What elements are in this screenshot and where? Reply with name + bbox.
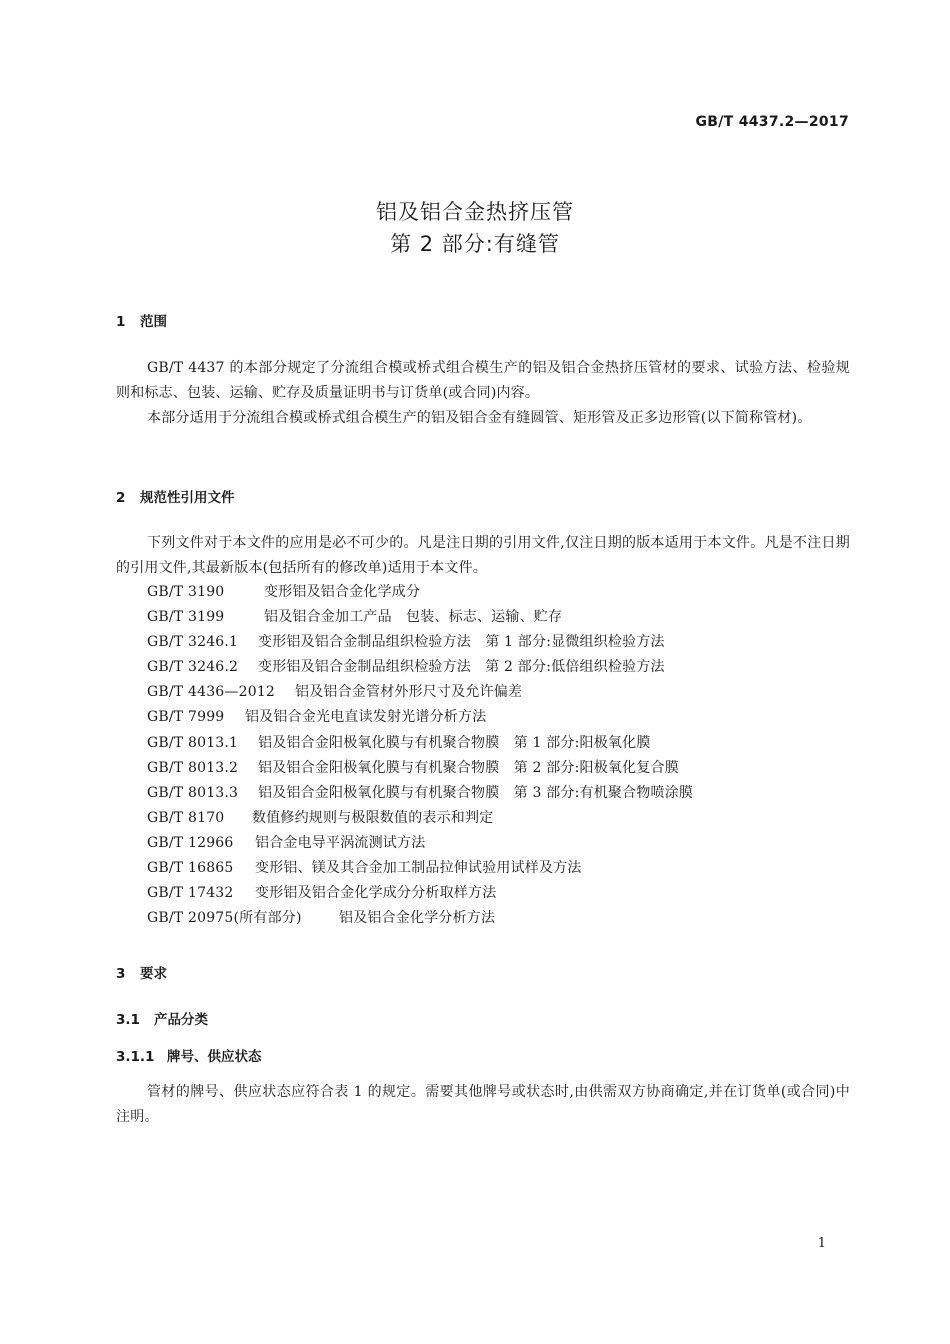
paragraph: 下列文件对于本文件的应用是必不可少的。凡是注日期的引用文件,仅注日期的版本适用于本文件。凡是不注日期的引用文件,其最新版本(包括所有的修改单)适用于本文件。 [116,535,850,576]
reference-title: 铝及铝合金阳极氧化膜与有机聚合物膜 第 2 部分:阳极氧化复合膜 [258,759,679,776]
document-subtitle: 第 2 部分:有缝管 [390,232,560,256]
reference-item [147,856,693,881]
reference-title: 铝及铝合金管材外形尺寸及允许偏差 [295,684,523,701]
reference-item [147,781,693,806]
reference-title: 变形铝及铝合金化学成分分析取样方法 [255,885,497,902]
section-title: 要求 [140,966,167,982]
subsection-number: 3.1.1 [116,1049,155,1065]
paragraph: GB/T 4437 的本部分规定了分流组合模或桥式组合模生产的铝及铝合金热挤压管材的要求、试验方法、检验规则和标志、包装、运输、贮存及质量证明书与订货单(或合同)内容。 [116,360,850,401]
reference-item [147,680,693,705]
reference-title: 铝及铝合金化学分析方法 [339,910,496,927]
reference-code: GB/T 3246.2 [147,659,239,676]
subsection-3-1-heading [116,1008,208,1028]
reference-list [147,580,693,931]
reference-code: GB/T 3246.1 [147,634,239,651]
page-number: 1 [817,1236,826,1251]
section-2-heading [116,486,235,506]
subsection-number: 3.1 [116,1012,140,1028]
section-3-heading [116,962,167,982]
reference-item [147,831,693,856]
reference-item [147,605,693,630]
reference-code: GB/T 20975(所有部分) [147,910,302,927]
reference-item [147,630,693,655]
reference-title: 铝及铝合金阳极氧化膜与有机聚合物膜 第 3 部分:有机聚合物喷涂膜 [258,784,694,801]
section-title: 规范性引用文件 [140,490,235,506]
reference-item [147,580,693,605]
subsection-title: 牌号、供应状态 [167,1049,262,1065]
reference-title: 铝及铝合金光电直读发射光谱分析方法 [245,709,487,726]
reference-item [147,756,693,781]
reference-item [147,881,693,906]
reference-item [147,705,693,730]
section-title: 范围 [140,314,167,330]
reference-code: GB/T 3199 [147,609,225,626]
reference-title: 变形铝、镁及其合金加工制品拉伸试验用试样及方法 [255,860,582,877]
reference-item [147,731,693,756]
paragraph: 管材的牌号、供应状态应符合表 1 的规定。需要其他牌号或状态时,由供需双方协商确定,并在订货单(或合同)中注明。 [116,1084,850,1125]
section-number: 2 [116,490,126,506]
reference-item [147,655,693,680]
reference-code: GB/T 4436—2012 [147,684,276,701]
reference-code: GB/T 16865 [147,860,234,877]
reference-code: GB/T 8170 [147,809,225,826]
standard-code: GB/T 4437.2—2017 [695,114,849,130]
paragraph: 本部分适用于分流组合模或桥式组合模生产的铝及铝合金有缝圆管、矩形管及正多边形管(以下简称管材)。 [147,410,812,426]
reference-item [147,906,693,931]
reference-title: 数值修约规则与极限数值的表示和判定 [252,809,494,826]
document-title: 铝及铝合金热挤压管 [376,200,574,224]
section-number: 3 [116,966,126,982]
section-number: 1 [116,314,126,330]
reference-title: 铝及铝合金阳极氧化膜与有机聚合物膜 第 1 部分:阳极氧化膜 [258,734,651,751]
reference-code: GB/T 8013.1 [147,734,239,751]
subsection-title: 产品分类 [154,1012,208,1028]
reference-code: GB/T 8013.2 [147,759,239,776]
reference-code: GB/T 12966 [147,834,234,851]
section-1-heading [116,310,167,330]
reference-code: GB/T 8013.3 [147,784,239,801]
reference-code: GB/T 17432 [147,885,234,902]
reference-title: 铝合金电导平涡流测试方法 [255,834,426,851]
reference-title: 铝及铝合金加工产品 包装、标志、运输、贮存 [264,609,563,626]
reference-code: GB/T 3190 [147,584,225,600]
reference-title: 变形铝及铝合金制品组织检验方法 第 1 部分:显微组织检验方法 [258,634,665,651]
reference-title: 变形铝及铝合金化学成分 [264,584,421,600]
subsection-3-1-1-heading [116,1045,262,1065]
reference-code: GB/T 7999 [147,709,225,726]
reference-item [147,806,693,831]
reference-title: 变形铝及铝合金制品组织检验方法 第 2 部分:低倍组织检验方法 [258,659,665,676]
